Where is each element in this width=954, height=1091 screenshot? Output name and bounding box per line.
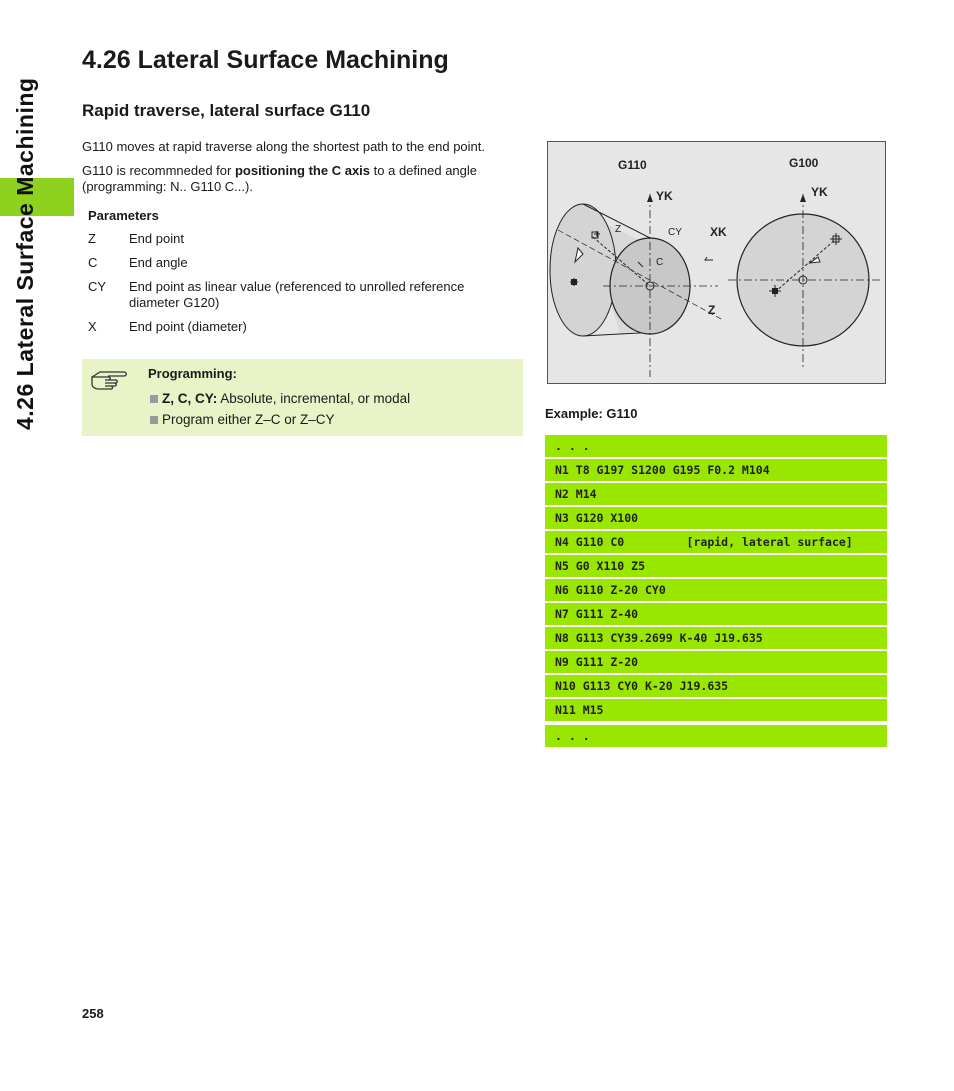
label-c-small: C: [656, 257, 664, 268]
side-chapter-title: [2, 77, 62, 430]
parameter-key: CY: [88, 279, 107, 294]
example-label: Example: G110: [545, 406, 638, 421]
parameter-desc: End point (diameter): [129, 319, 247, 334]
section-subtitle: Rapid traverse, lateral surface G110: [82, 101, 371, 120]
label-yk-left: YK: [656, 189, 673, 203]
note-item-text: Absolute, incremental, or modal: [217, 391, 411, 406]
parameters-heading: Parameters: [88, 208, 159, 223]
code-line: N6 G110 Z-20 CY0: [545, 579, 887, 601]
code-line: N2 M14: [545, 483, 887, 505]
g110-diagram: [548, 142, 885, 383]
parameter-key: C: [88, 255, 98, 270]
code-line: N10 G113 CY0 K-20 J19.635: [545, 675, 887, 697]
programming-note: [82, 359, 523, 436]
g110-figure: [547, 141, 886, 384]
code-line: . . .: [545, 435, 887, 457]
parameter-desc: End point: [129, 231, 184, 246]
label-z-axis: Z: [708, 303, 716, 317]
bullet-square-icon: [150, 395, 158, 403]
note-item: [150, 391, 410, 406]
code-line: N3 G120 X100: [545, 507, 887, 529]
intro-paragraph: G110 moves at rapid traverse along the shortest path to the end point.: [82, 139, 486, 154]
parameter-key: Z: [88, 231, 96, 246]
parameter-key: X: [88, 319, 97, 334]
note-heading: Programming:: [148, 366, 237, 381]
page-number: 258: [82, 1006, 104, 1021]
pointing-hand-icon: [90, 369, 130, 391]
label-cy-small: CY: [668, 227, 682, 238]
label-yk-right: YK: [811, 185, 828, 199]
note-item-bold: Z, C, CY:: [162, 391, 218, 406]
note-item-text: Program either Z–C or Z–CY: [162, 412, 335, 427]
label-xk: XK: [710, 225, 727, 239]
code-line: N8 G113 CY39.2699 K-40 J19.635: [545, 627, 887, 649]
code-line: N4 G110 C0 [rapid, lateral surface]: [545, 531, 887, 553]
code-line: N7 G111 Z-40: [545, 603, 887, 625]
recommend-paragraph: [82, 163, 532, 195]
recommend-pre: G110 is recommneded for: [82, 163, 235, 178]
note-item: [150, 412, 335, 427]
parameter-desc: End angle: [129, 255, 188, 270]
recommend-bold: positioning the C axis: [234, 163, 371, 178]
label-g110: G110: [618, 158, 647, 172]
code-line: N11 M15: [545, 699, 887, 721]
bullet-square-icon: [150, 416, 158, 424]
code-line: . . .: [545, 725, 887, 747]
code-line: N1 T8 G197 S1200 G195 F0.2 M104: [545, 459, 887, 481]
side-chapter-title-text: 4.26 Lateral Surface Machining: [12, 77, 38, 430]
recommend-post: to a defined angle (programming: N.. G110 C...).: [82, 163, 478, 194]
label-g100: G100: [789, 156, 819, 170]
page-title: 4.26 Lateral Surface Machining: [82, 46, 449, 74]
label-z-small: Z: [615, 224, 622, 235]
code-line: N9 G111 Z-20: [545, 651, 887, 673]
parameter-desc: End point as linear value (referenced to unrolled reference diameter G120): [129, 279, 465, 310]
code-line: N5 G0 X110 Z5: [545, 555, 887, 577]
